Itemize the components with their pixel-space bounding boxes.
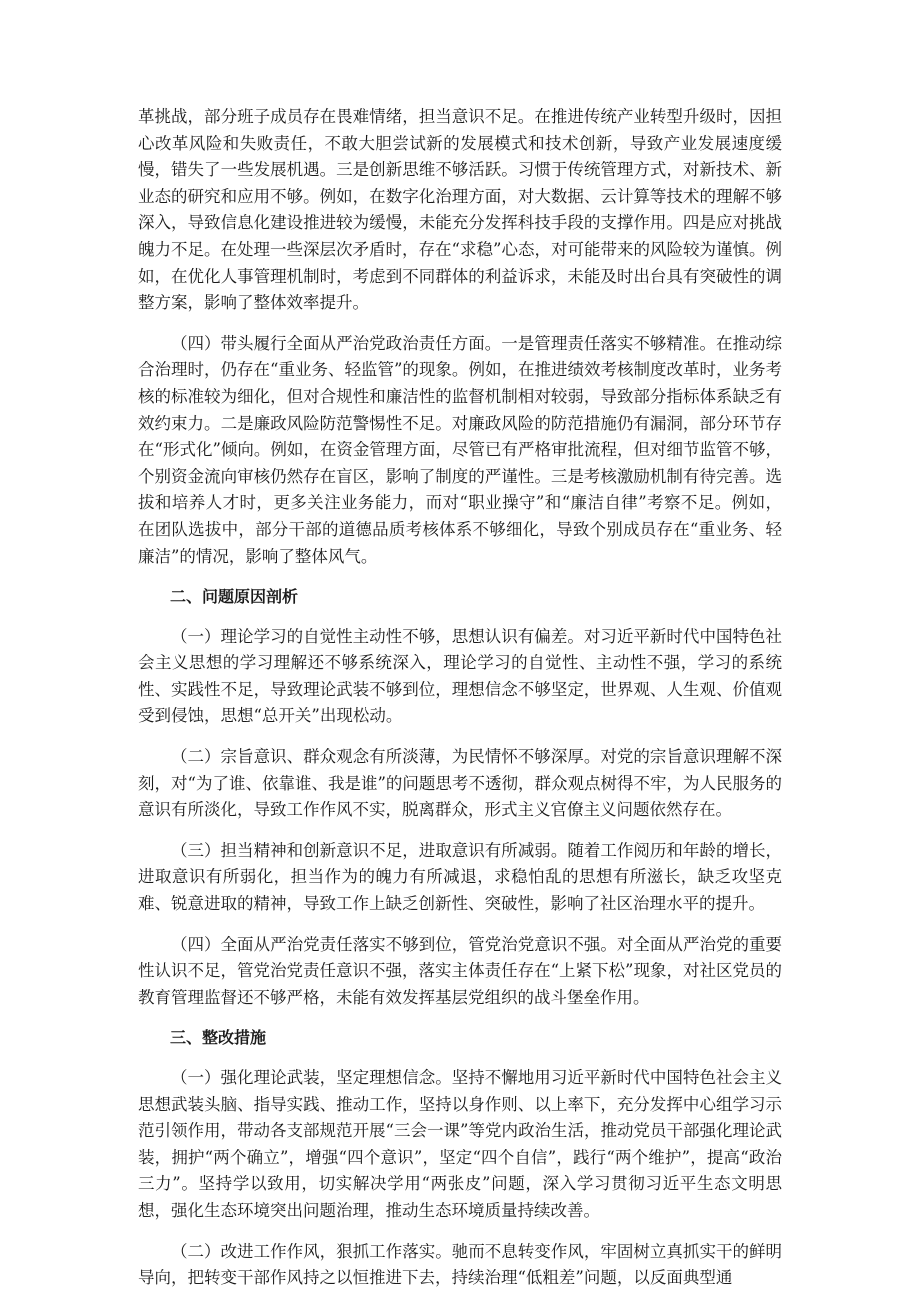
section-heading-cause-analysis: 二、问题原因剖析	[170, 587, 299, 607]
paragraph-cause-3: （三）担当精神和创新意识不足，进取意识有所减弱。随着工作阅历和年龄的增长，进取意识有所弱化，担当作为的魄力有所减退，求稳怕乱的思想有所滋长，缺乏攻坚克难、锐意进取的精神，导致工作上缺乏创新性、突破性，影响了社区治理水平的提升。	[138, 840, 782, 914]
paragraph-cause-4: （四）全面从严治党责任落实不够到位，管党治党意识不强。对全面从严治党的重要性认识不足，管党治党责任意识不强，落实主体责任存在“上紧下松”现象，对社区党员的教育管理监督还不够严格，未能有效发挥基层党组织的战斗堡垒作用。	[138, 934, 782, 1007]
section-heading-rectification: 三、整改措施	[170, 1028, 267, 1048]
paragraph-section-four: （四）带头履行全面从严治党政治责任方面。一是管理责任落实不够精准。在推动综合治理时，仍存在“重业务、轻监管”的现象。例如，在推进绩效考核制度改革时，业务考核的标准较为细化，但对合规性和廉洁性的监督机制相对较弱，导致部分指标体系缺乏有效约束力。二是廉政风险防范警惕性不足。对廉政风险的防范措施仍有漏洞，部分环节存在“形式化”倾向。例如，在资金管理方面，尽管已有严格审批流程，但对细节监管不够，个别资金流向审核仍然存在盲区，影响了制度的严谨性。三是考核激励机制有待完善。选拔和培养人才时，更多关注业务能力，而对“职业操守”和“廉洁自律”考察不足。例如，在团队选拔中，部分干部的道德品质考核体系不够细化，导致个别成员存在“重业务、轻廉洁”的情况，影响了整体风气。	[138, 333, 782, 566]
paragraph-measure-2: （二）改进工作作风，狠抓工作落实。驰而不息转变作风，牢固树立真抓实干的鲜明导向，把转变干部作风持之以恒推进下去，持续治理“低粗差”问题，以反面典型通	[138, 1241, 782, 1288]
paragraph-cause-1: （一）理论学习的自觉性主动性不够，思想认识有偏差。对习近平新时代中国特色社会主义思想的学习理解还不够系统深入，理论学习的自觉性、主动性不强，学习的系统性、实践性不足，导致理论武装不够到位，理想信念不够坚定，世界观、人生观、价值观受到侵蚀，思想“总开关”出现松动。	[138, 626, 782, 726]
paragraph-continued: 革挑战，部分班子成员存在畏难情绪，担当意识不足。在推进传统产业转型升级时，因担心改革风险和失败责任，不敢大胆尝试新的发展模式和技术创新，导致产业发展速度缓慢，错失了一些发展机遇。三是创新思维不够活跃。习惯于传统管理方式，对新技术、新业态的研究和应用不够。例如，在数字化治理方面，对大数据、云计算等技术的理解不够深入，导致信息化建设推进较为缓慢，未能充分发挥科技手段的支撑作用。四是应对挑战魄力不足。在处理一些深层次矛盾时，存在“求稳”心态，对可能带来的风险较为谨慎。例如，在优化人事管理机制时，考虑到不同群体的利益诉求，未能及时出台具有突破性的调整方案，影响了整体效率提升。	[138, 107, 782, 313]
document-page	[138, 104, 782, 1306]
paragraph-measure-1: （一）强化理论武装，坚定理想信念。坚持不懈地用习近平新时代中国特色社会主义思想武装头脑、指导实践、推动工作，坚持以身作则、以上率下，充分发挥中心组学习示范引领作用，带动各支部规范开展“三会一课”等党内政治生活，推动党员干部强化理论武装，拥护“两个确立”，增强“四个意识”，坚定“四个自信”，践行“两个维护”，提高“政治三力”。坚持学以致用，切实解决学用“两张皮”问题，深入学习贯彻习近平生态文明思想，强化生态环境突出问题治理，推动生态环境质量持续改善。	[138, 1068, 782, 1220]
paragraph-cause-2: （二）宗旨意识、群众观念有所淡薄，为民情怀不够深厚。对党的宗旨意识理解不深刻，对“为了谁、依靠谁、我是谁”的问题思考不透彻，群众观点树得不牢，为人民服务的意识有所淡化，导致工作作风不实，脱离群众，形式主义官僚主义问题依然存在。	[138, 747, 782, 820]
